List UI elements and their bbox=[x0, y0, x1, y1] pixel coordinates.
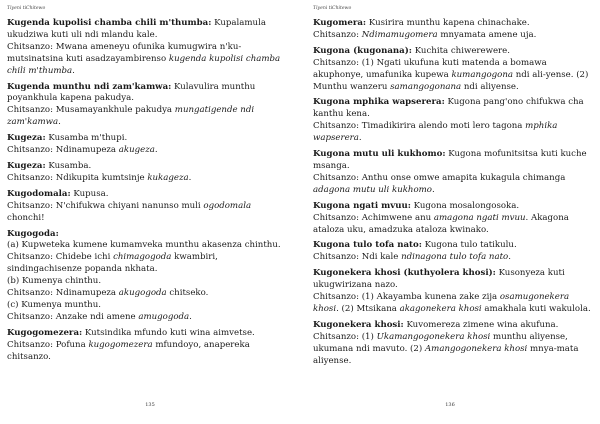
entry-text: . bbox=[431, 184, 435, 195]
example-term: kugogomezera bbox=[88, 339, 153, 350]
entry-definition bbox=[313, 201, 592, 213]
entry-example bbox=[313, 252, 592, 264]
example-term: amagona ngati mvuu bbox=[433, 212, 526, 223]
entry-text: Chitsanzo: N'chifukwa chiyani nanunso muli bbox=[7, 200, 204, 211]
entry-text: Kuvomereza zimene wina akufuna. bbox=[403, 319, 559, 330]
entry-definition bbox=[7, 18, 288, 42]
headword: Kugeza: bbox=[7, 160, 46, 171]
dictionary-entry bbox=[313, 149, 592, 197]
entry-example bbox=[313, 58, 592, 94]
entry-text: Kusamba. bbox=[45, 160, 92, 171]
entry-text: Kugona mosalongosoka. bbox=[410, 200, 520, 211]
dictionary-entry bbox=[313, 240, 592, 264]
entry-text: Kugona mofunitsitsa kuti kuche msanga. bbox=[313, 149, 587, 171]
entry-example bbox=[313, 213, 592, 237]
entry-text: Chitsanzo: Chidebe ichi bbox=[7, 252, 114, 263]
entry-text: Chitsanzo: Mwana ameneyu ofunika kumugwira n'ku-mutsinatsina kuti asadzayambirenso bbox=[7, 41, 242, 64]
example-term: mungatigende ndi zam'kamwa bbox=[7, 105, 255, 128]
example-term: adagona mutu uli kukhomo bbox=[313, 184, 432, 195]
entry-text: . bbox=[72, 65, 75, 76]
entry-example bbox=[313, 332, 592, 368]
dictionary-entry bbox=[313, 320, 592, 368]
example-term: kumangogona bbox=[451, 69, 513, 80]
entry-example bbox=[7, 312, 288, 324]
entry-example bbox=[7, 288, 288, 300]
entry-example bbox=[7, 201, 288, 225]
entry-example bbox=[7, 173, 288, 185]
example-term: ogodomala bbox=[203, 200, 252, 211]
entry-text: (c) Kumenya munthu. bbox=[7, 299, 101, 310]
entry-text: mfundoyo, anapereka chitsanzo. bbox=[7, 339, 250, 362]
entry-text: . bbox=[154, 145, 158, 156]
entry-text: Kutsindika mfundo kuti wina aimvetse. bbox=[82, 327, 255, 338]
entry-list bbox=[313, 18, 592, 367]
entry-list bbox=[7, 18, 288, 363]
dictionary-entry bbox=[7, 229, 288, 324]
entry-text: . bbox=[189, 311, 192, 322]
entry-example bbox=[7, 300, 288, 312]
entry-example bbox=[313, 292, 592, 316]
dictionary-entry bbox=[7, 18, 288, 78]
entry-definition bbox=[7, 133, 288, 145]
running-head: Tiyeni tiChitewo bbox=[7, 6, 46, 11]
entry-text: Chitsanzo: Ndinamupeza bbox=[7, 288, 119, 299]
entry-text: . bbox=[358, 133, 362, 144]
headword: Kugeza: bbox=[7, 133, 46, 144]
dictionary-entry bbox=[313, 18, 592, 42]
page-number: 135 bbox=[145, 402, 155, 408]
entry-text: Chitsanzo: Ndi kale bbox=[313, 252, 402, 263]
entry-definition bbox=[313, 268, 592, 292]
entry-text: . Akagona ataloza uku, amadzuka ataloza kwinako. bbox=[313, 212, 569, 235]
entry-example bbox=[313, 30, 592, 42]
entry-text: . (2) Mtsikana bbox=[336, 303, 400, 314]
dictionary-entry bbox=[313, 268, 592, 316]
entry-text: . bbox=[58, 117, 61, 128]
entry-text: (a) Kupweteka kumene kumamveka munthu akasenza chinthu. bbox=[7, 240, 281, 251]
entry-text: Kupalamula ukudziwa kuti uli ndi mlandu kale. bbox=[7, 18, 266, 40]
entry-text: Kugona tulo tatikulu. bbox=[421, 240, 517, 251]
entry-text: chitseko. bbox=[166, 288, 209, 299]
entry-definition bbox=[313, 240, 592, 252]
example-term: akugogoda bbox=[118, 288, 167, 299]
headword: Kugonekera khosi (kuthyolera khosi): bbox=[313, 268, 496, 279]
example-term: samangogonana bbox=[390, 81, 462, 92]
headword: Kugogomezera: bbox=[7, 327, 83, 338]
entry-definition bbox=[7, 161, 288, 173]
example-term: osamugonekera khosi bbox=[313, 292, 570, 314]
dictionary-entry bbox=[7, 133, 288, 157]
entry-text: Chitsanzo: Timadikirira alendo moti lero tagona bbox=[313, 121, 526, 132]
entry-text: Chitsanzo: bbox=[313, 29, 362, 40]
example-term: amugogoda bbox=[138, 311, 190, 322]
entry-text: . bbox=[188, 172, 192, 183]
entry-definition bbox=[7, 189, 288, 201]
example-term: Ukamangogonekera khosi bbox=[376, 331, 491, 342]
dictionary-entry bbox=[313, 46, 592, 94]
page-number: 136 bbox=[445, 402, 455, 408]
entry-example bbox=[313, 121, 592, 145]
headword: Kugomera: bbox=[313, 18, 367, 28]
entry-text: munthu aliyense, ukumana ndi mavuto. (2) bbox=[313, 331, 568, 354]
headword: Kugona mphika wapserera: bbox=[313, 97, 445, 108]
entry-text: Chitsanzo: (1) Ngati ukufuna kuti matenda a bomawa akuphonye, umafunika kupewa bbox=[313, 57, 547, 80]
entry-definition bbox=[7, 328, 288, 340]
entry-definition bbox=[7, 229, 288, 241]
example-term: mphika wapserera bbox=[313, 121, 558, 144]
dictionary-entry bbox=[7, 161, 288, 185]
entry-text: Chitsanzo: Musamayankhule pakudya bbox=[7, 105, 175, 116]
entry-example bbox=[7, 276, 288, 288]
entry-example bbox=[313, 173, 592, 197]
entry-text: Kuchita chiwerewere. bbox=[411, 45, 510, 56]
headword: Kugodomala: bbox=[7, 188, 71, 199]
dictionary-entry bbox=[7, 189, 288, 225]
example-term: kukageza bbox=[147, 172, 189, 183]
entry-definition bbox=[313, 149, 592, 173]
dictionary-entry bbox=[7, 328, 288, 364]
headword: Kugona mutu uli kukhomo: bbox=[313, 149, 446, 160]
example-term: chimagogoda bbox=[113, 252, 172, 263]
example-term: kugenda kupolisi chamba chili m'thumba bbox=[7, 53, 281, 76]
entry-text: ndi ali-yense. (2) Munthu wanzeru bbox=[313, 69, 589, 92]
entry-text: Kulavulira munthu poyankhula kapena pakudya. bbox=[7, 81, 256, 104]
dictionary-entry bbox=[313, 201, 592, 237]
entry-text: (b) Kumenya chinthu. bbox=[7, 276, 102, 287]
entry-example bbox=[7, 145, 288, 157]
right-page bbox=[300, 0, 600, 424]
headword: Kugonekera khosi: bbox=[313, 319, 404, 330]
entry-text: Chitsanzo: Pofuna bbox=[7, 339, 89, 350]
entry-text: Kusonyeza kuti ukugwirizana nazo. bbox=[313, 268, 565, 291]
entry-definition bbox=[313, 320, 592, 332]
entry-text: Chitsanzo: Ndikupita kumtsinje bbox=[7, 172, 148, 183]
entry-text: Chitsanzo: Achimwene anu bbox=[313, 212, 434, 223]
entry-example bbox=[7, 240, 288, 252]
entry-text: Chitsanzo: Ndinamupeza bbox=[7, 145, 119, 156]
entry-text: . bbox=[508, 252, 511, 263]
entry-text: mnya-mata aliyense. bbox=[313, 343, 579, 366]
headword: Kugenda kupolisi chamba chili m'thumba: bbox=[7, 18, 212, 28]
headword: Kugona ngati mvuu: bbox=[313, 200, 411, 211]
entry-text: Chitsanzo: Anthu onse omwe amapita kukagula chimanga bbox=[313, 172, 566, 183]
entry-text: amakhala kuti wakulola. bbox=[481, 303, 591, 314]
headword: Kugenda munthu ndi zam'kamwa: bbox=[7, 81, 172, 92]
headword: Kugona tulo tofa nato: bbox=[313, 240, 422, 251]
entry-example bbox=[7, 105, 288, 129]
example-term: Amangogonekera khosi bbox=[424, 343, 528, 354]
entry-example bbox=[7, 340, 288, 364]
entry-definition bbox=[313, 18, 592, 30]
entry-text: chonchi! bbox=[7, 212, 45, 223]
entry-text: kwambiri, sindingachisenze popanda nkhata. bbox=[7, 252, 218, 275]
entry-text: Kusirira munthu kapena chinachake. bbox=[366, 18, 530, 28]
entry-example bbox=[7, 252, 288, 276]
example-term: akugeza bbox=[118, 145, 155, 156]
running-head: Tiyeni tiChitewo bbox=[313, 6, 352, 11]
entry-text: Chitsanzo: (1) bbox=[313, 331, 377, 342]
example-term: Ndimamugomera bbox=[361, 29, 438, 40]
dictionary-entry bbox=[7, 82, 288, 130]
entry-definition bbox=[7, 82, 288, 106]
entry-text: Kugona pang'ono chifukwa cha kanthu kena. bbox=[313, 97, 584, 120]
example-term: akagonekera khosi bbox=[399, 303, 482, 314]
headword: Kugogoda: bbox=[7, 228, 59, 239]
entry-definition bbox=[313, 46, 592, 58]
example-term: ndinagona tulo tofa nato bbox=[401, 252, 509, 263]
dictionary-entry bbox=[313, 97, 592, 145]
entry-text: Chitsanzo: (1) Akayamba kunena zake zija bbox=[313, 292, 500, 303]
entry-text: mnyamata amene uja. bbox=[437, 29, 537, 40]
entry-example bbox=[7, 42, 288, 78]
entry-definition bbox=[313, 97, 592, 121]
entry-text: Kusamba m'thupi. bbox=[45, 133, 128, 144]
entry-text: Chitsanzo: Anzake ndi amene bbox=[7, 311, 139, 322]
entry-text: Kupusa. bbox=[70, 188, 109, 199]
headword: Kugona (kugonana): bbox=[313, 45, 412, 56]
entry-text: ndi aliyense. bbox=[461, 81, 519, 92]
